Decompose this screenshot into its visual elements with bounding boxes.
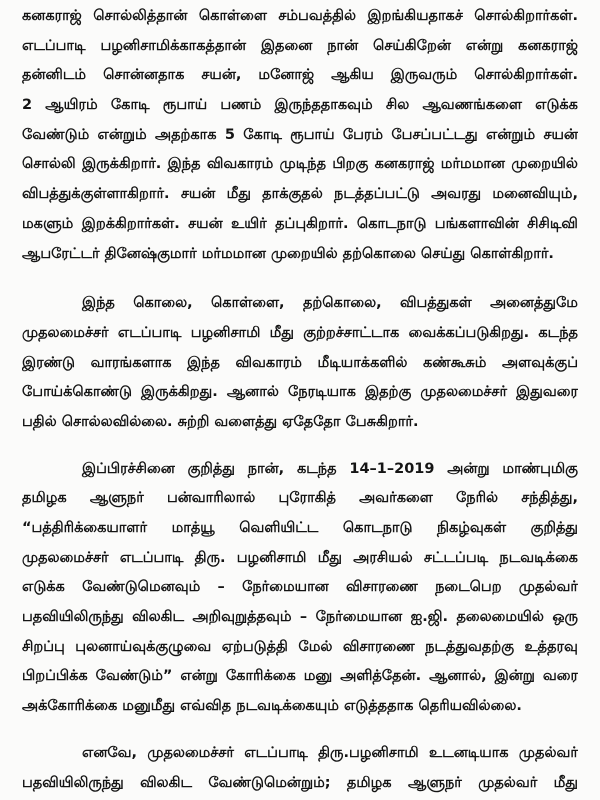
word: இதுவரை (516, 384, 578, 401)
word: குறித்து (530, 520, 578, 536)
word: நடத்துவதற்கு (425, 638, 515, 655)
text-line (22, 514, 578, 544)
word: கொள்ளை (198, 8, 267, 24)
word: கடந்த (538, 324, 578, 341)
text-line (22, 150, 578, 180)
word: தாக்குதல் (262, 186, 323, 203)
word: ஆவணங்களை (422, 97, 522, 114)
text-line: அக்கோரிக்கை மனுமீது எவ்வித நடவடிக்கையும் எடுத்ததாக தெரியவில்லை. (22, 698, 522, 715)
word: குற்றச்சாட்டாக (303, 324, 400, 341)
word: கோரிக்கை (225, 668, 296, 685)
word: அளித்தேன். (340, 668, 422, 685)
word: சொன்னதாக (103, 67, 185, 84)
word: வேண்டும் (22, 126, 90, 143)
word: முதலமைச்சர் (420, 384, 508, 401)
word: அவர்களை (359, 490, 433, 507)
word: அன்று (447, 460, 490, 477)
word: ஆயிரம் (45, 97, 98, 114)
word: மர்மமான (440, 156, 505, 173)
word: பன்வாரிலால் (166, 490, 256, 507)
word: சயன், (201, 67, 242, 84)
word: இறங்கியதாகச் (367, 8, 463, 24)
text-line (22, 319, 578, 349)
word: ஆகிய (331, 67, 374, 84)
word: நேர்மையான (242, 579, 329, 596)
word: பணம் (220, 97, 262, 114)
word: இறக்கிறார்கள். (81, 215, 180, 232)
text-line (22, 61, 578, 91)
word: மனோஜ் (258, 67, 315, 84)
word: விவகாரம் (235, 354, 302, 371)
text-line (22, 484, 578, 514)
paragraph (22, 2, 578, 269)
word: மீது (553, 774, 578, 791)
word: மீது (226, 186, 251, 203)
word: எடுக்க (535, 97, 578, 114)
word: சொல்கிறார்கள். (474, 67, 578, 84)
word: உடனடியாக (429, 744, 509, 761)
word: முதல்வர் (478, 774, 538, 791)
word: சட்டப்படி (423, 549, 489, 566)
word: வேண்டுமென்றும்; (208, 774, 331, 791)
word: என்று (180, 668, 218, 685)
word: மாத்யூ (171, 520, 215, 536)
word: இப்பிரச்சினை (82, 460, 175, 477)
word: நடத்தப்பட்டு (334, 186, 420, 203)
word: உத்தரவு (524, 638, 578, 655)
text-line (22, 32, 578, 62)
word: ஒரு (552, 609, 578, 626)
word: மகளும் (22, 215, 74, 232)
word: எடுக்க (22, 579, 65, 596)
word: சம்பவத்தில் (278, 8, 357, 24)
text-line (22, 603, 578, 633)
word: இதனை (260, 37, 313, 54)
word: ஆனால், (429, 668, 487, 685)
word: என்று (465, 37, 504, 54)
word: வைக்கப்படுகிறது. (408, 324, 530, 341)
word: குறித்து (187, 460, 235, 477)
word: என்றும் (97, 126, 147, 143)
word: 5 (224, 126, 235, 143)
word: நேரில் (455, 490, 499, 507)
word: விபத்துகள் (400, 295, 472, 312)
word: – (217, 579, 225, 596)
word: இந்த (187, 354, 220, 371)
word: நேரடியாக (288, 384, 356, 401)
word: போய்க்கொண்டு (22, 384, 132, 401)
word: கனகராஜ் (22, 8, 82, 24)
word: வெளியிட்ட (239, 520, 319, 536)
word: 2 (22, 97, 33, 114)
word: ஐ.ஜி. (410, 609, 449, 626)
word: சிறப்பு (22, 638, 65, 655)
word: எடப்பாடி (119, 549, 184, 566)
text-line (22, 633, 578, 663)
word: மேல் (298, 638, 333, 655)
word: ரூபாய் (290, 126, 335, 143)
word: நான், (247, 460, 285, 477)
paragraph (22, 289, 578, 437)
word: நிகழ்வுகள் (436, 520, 507, 536)
word: கொலை, (133, 295, 193, 312)
word: விவகாரம் (206, 156, 274, 173)
text-line (22, 349, 578, 379)
paragraph (22, 455, 578, 722)
word: பேரம் (342, 126, 384, 143)
word: பிறகு (332, 156, 369, 173)
word: திரு.பழனிசாமி (318, 744, 419, 761)
word: இன்று (494, 668, 535, 685)
text-line (22, 121, 578, 151)
word: பேசப்பட்டது (391, 126, 478, 143)
word: தன்னிடம் (22, 67, 87, 84)
word: விசாரணை (342, 638, 415, 655)
word: கொடநாடு (356, 215, 427, 232)
word: சொல்லி (22, 156, 76, 173)
word: செய்கிறேன் (373, 37, 451, 54)
word: இருக்கிறார். (82, 156, 162, 173)
text-line (22, 662, 578, 692)
word: தப்புகிறார். (275, 215, 349, 232)
word: முதல்வர் (518, 744, 578, 761)
word: மீடியாக்களில் (317, 354, 408, 371)
text-line (22, 91, 578, 121)
paragraph (22, 739, 578, 798)
word: மீது (269, 324, 294, 341)
text-line (22, 573, 578, 603)
word: எடப்பாடி (117, 324, 182, 341)
word: என்றும் (486, 126, 536, 143)
word: புலனாய்வுக்குழுவை (75, 638, 212, 655)
word: விபத்துக்குள்ளாகிறார். (22, 186, 170, 203)
word: நான் (327, 37, 359, 54)
word: தற்கொலை, (302, 295, 382, 312)
word: சொல்கிறார்கள். (474, 8, 578, 24)
word: “பத்திரிக்கையாளர் (22, 520, 148, 536)
word: கோடி (243, 126, 282, 143)
word: கண்கூசும் (423, 354, 487, 371)
word: விலகிட (132, 609, 185, 626)
word: அரசியல் (353, 549, 413, 566)
word: முதல்வர் (518, 579, 578, 596)
word: திரு. (194, 549, 226, 566)
word: சயன் (180, 186, 216, 203)
word: சயன் (188, 215, 223, 232)
word: இரண்டு (22, 354, 75, 371)
word: முதலமைச்சர் (147, 744, 234, 761)
word: கனகராஜ் (518, 37, 578, 54)
word: அறிவுறுத்தவும் (192, 609, 292, 626)
word: இருந்ததாகவும் (274, 97, 373, 114)
text-line (22, 378, 578, 408)
word: சந்தித்து, (521, 490, 578, 507)
word: சொல்லித்தான் (93, 8, 188, 24)
word: – (299, 609, 308, 626)
word: எடப்பாடி (22, 37, 86, 54)
text-line (22, 739, 578, 769)
word: அளவுக்குப் (502, 354, 578, 371)
text-line (22, 2, 578, 32)
text-line (22, 210, 578, 240)
word: ரூபாய் (162, 97, 208, 114)
word: தலைமையில் (456, 609, 544, 626)
word: சிசிடிவி (527, 215, 578, 232)
word: 14–1–2019 (349, 460, 435, 477)
word: விசாரணை (346, 579, 418, 596)
word: வேண்டும்” (95, 668, 173, 685)
word: நடவடிக்கை (499, 549, 578, 566)
word: ஆளுநர் (89, 490, 144, 507)
word: உயிர் (231, 215, 267, 232)
word: விலகிட (140, 774, 193, 791)
word: ஏற்படுத்தி (221, 638, 288, 655)
word: இருக்கிறது. (141, 384, 218, 401)
word: முதலமைச்சர் (22, 324, 109, 341)
word: அவரது (431, 186, 482, 203)
word: வேண்டுமெனவும் (82, 579, 201, 596)
word: பழனிசாமி (190, 324, 261, 341)
text-line (22, 455, 578, 485)
word: அதற்காக (154, 126, 217, 143)
word: மனு (303, 668, 333, 685)
word: பங்களாவின் (434, 215, 519, 232)
word: எடப்பாடி (244, 744, 308, 761)
word: வரை (542, 668, 578, 685)
word: முதலமைச்சர் (22, 549, 109, 566)
word: ஆனால் (226, 384, 279, 401)
word: சில (385, 97, 410, 114)
word: இதற்கு (365, 384, 412, 401)
word: நடைபெற (435, 579, 502, 596)
word: கனகராஜ் (374, 156, 435, 173)
text-line: பதில் சொல்லவில்லை. சுற்றி வளைத்து ஏதேதோ பேசுகிறார். (22, 413, 419, 430)
text-line (22, 289, 578, 319)
text-line (22, 769, 578, 799)
word: மாண்புமிகு (502, 460, 578, 477)
word: கொடநாடு (342, 520, 413, 536)
word: நேர்மையான (315, 609, 403, 626)
word: முடிந்த (279, 156, 327, 173)
text-line (22, 180, 578, 210)
word: கடந்த (296, 460, 337, 477)
word: இந்த (167, 156, 201, 173)
word: சயன் (543, 126, 578, 143)
word: அனைத்துமே (490, 295, 578, 312)
word: புரோகித் (278, 490, 336, 507)
text-line (22, 544, 578, 574)
word: பழனிசாமிக்காகத்தான் (100, 37, 247, 54)
word: ஆளுநர் (407, 774, 462, 791)
word: பதவியிலிருந்து (22, 609, 124, 626)
word: மீது (317, 549, 342, 566)
word: மனைவியும், (492, 186, 578, 203)
word: தமிழக (22, 490, 67, 507)
word: இருவரும் (390, 67, 458, 84)
word: வாரங்களாக (90, 354, 172, 371)
word: பழனிசாமி (236, 549, 307, 566)
text-line: ஆபரேட்டர் தினேஷ்குமார் மர்மமான முறையில் தற்கொலை செய்து கொள்கிறார். (22, 245, 554, 262)
word: தமிழக (346, 774, 392, 791)
word: கொள்ளை, (211, 295, 285, 312)
word: இந்த (82, 295, 115, 312)
word: முறையில் (511, 156, 578, 173)
word: கோடி (110, 97, 150, 114)
word: பதவியிலிருந்து (22, 774, 124, 791)
word: பிறப்பிக்க (22, 668, 88, 685)
word: எனவே, (82, 744, 138, 761)
